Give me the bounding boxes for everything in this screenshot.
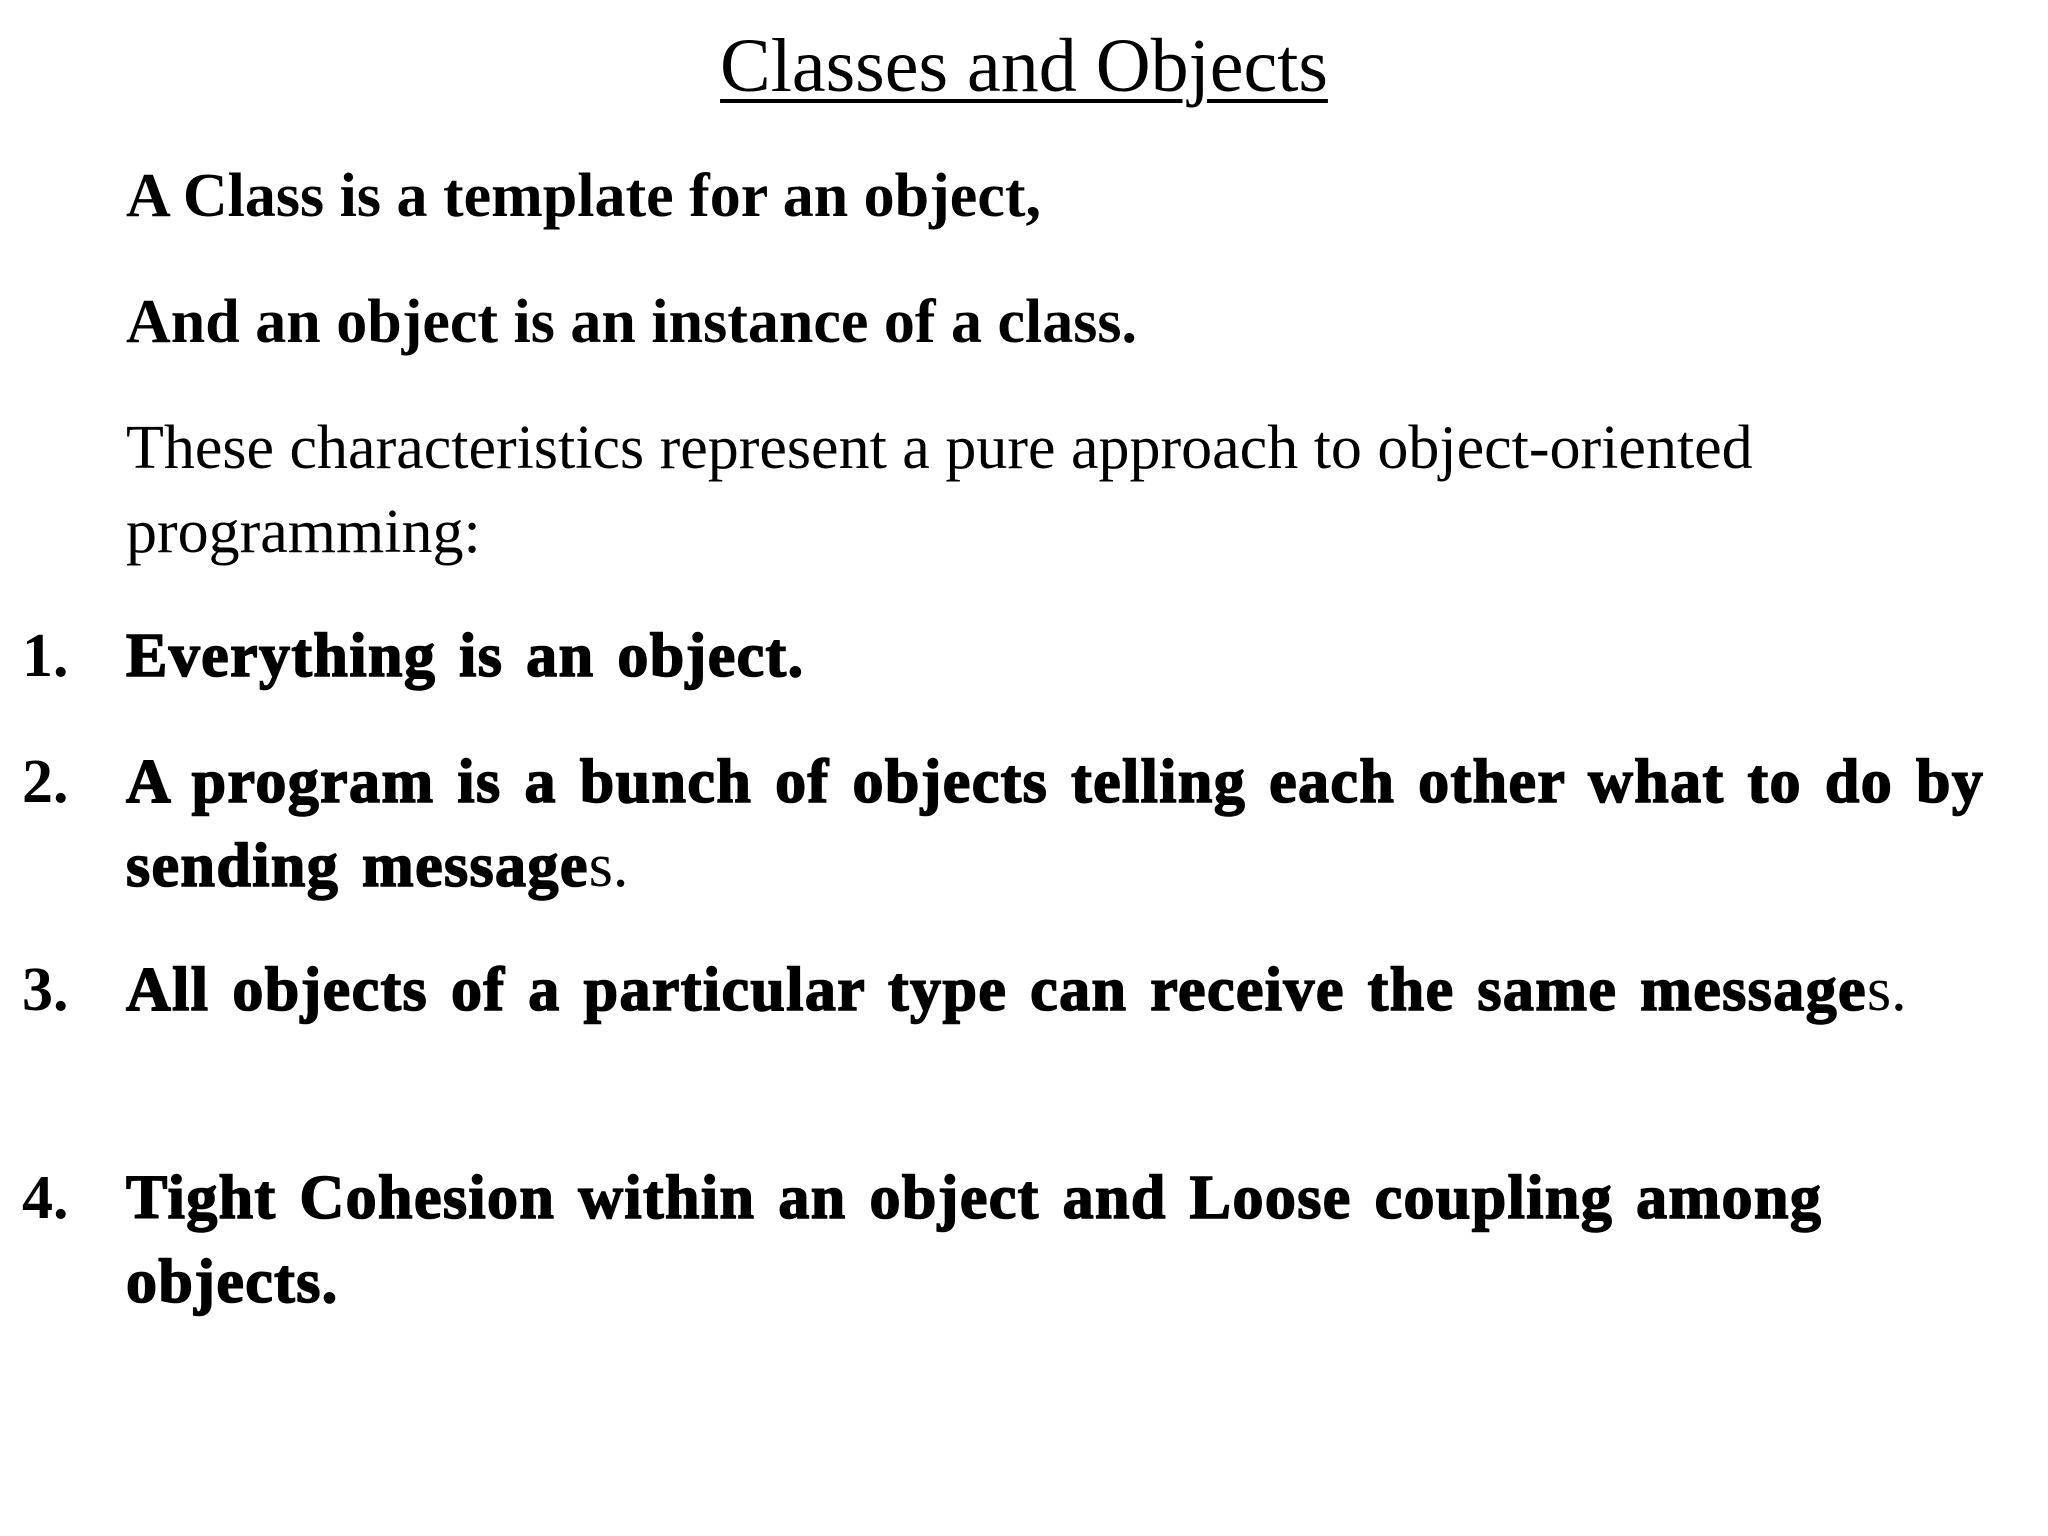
- list-text: [126, 740, 2036, 908]
- list-number: 1.: [22, 622, 69, 690]
- class-definition-line: A Class is a template for an object,: [126, 162, 1041, 230]
- list-text-tail: s.: [588, 832, 629, 900]
- characteristics-intro: These characteristics represent a pure approach to object-oriented programming:: [126, 414, 1753, 566]
- list-number: 4.: [22, 1164, 69, 1232]
- list-text: [126, 614, 2036, 698]
- list-text-main: A program is a bunch of objects telling each other what to do by sending message: [126, 748, 1985, 900]
- slide-title: Classes and Objects: [720, 24, 1328, 108]
- list-text: [126, 1156, 2036, 1324]
- object-definition-line: And an object is an instance of a class.: [126, 288, 1138, 356]
- list-text-main: Tight Cohesion within an object and Loose coupling among objects.: [126, 1164, 1823, 1316]
- list-text-tail: s.: [1866, 956, 1907, 1024]
- list-text: [126, 948, 2036, 1032]
- list-text-main: All objects of a particular type can receive the same message: [126, 956, 1867, 1024]
- list-number: 3.: [22, 956, 69, 1024]
- list-text-main: Everything is an object.: [126, 622, 805, 690]
- list-number: 2.: [22, 748, 69, 816]
